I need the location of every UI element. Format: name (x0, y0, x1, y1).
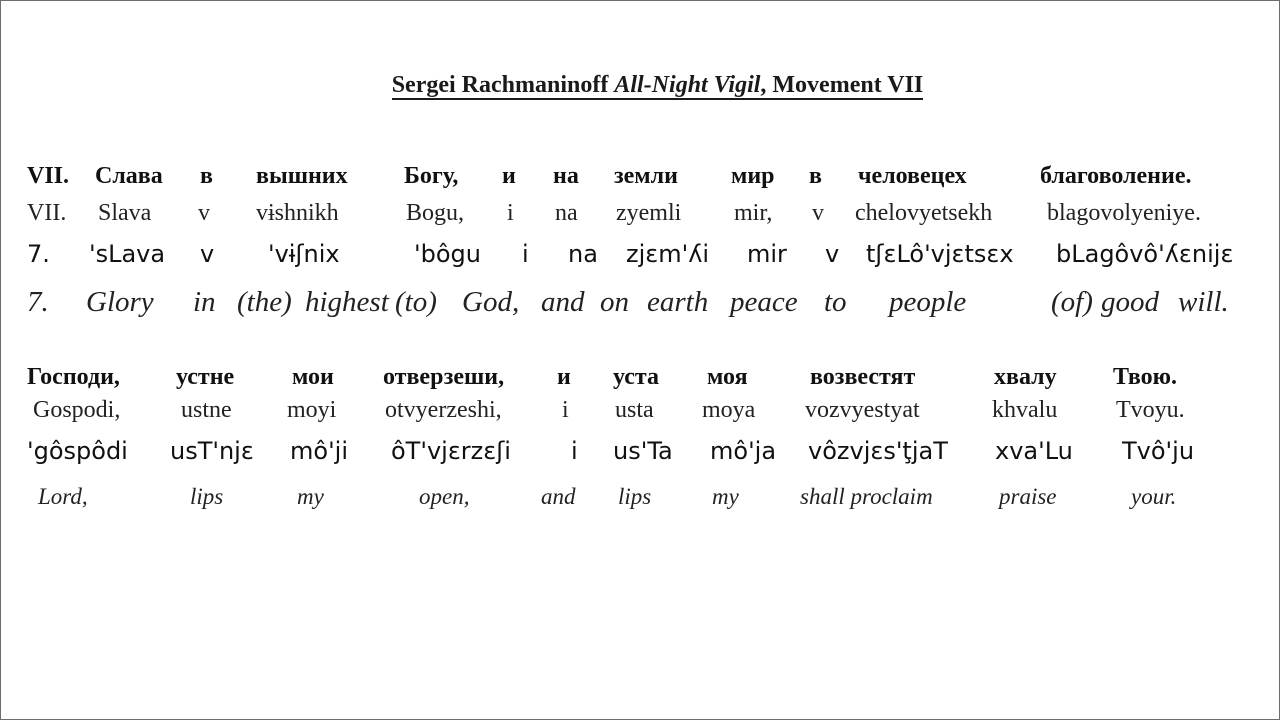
stanza2-cyrillic-word: моя (707, 364, 748, 390)
stanza1-ipa-word: 'bôgu (414, 240, 481, 268)
stanza1-english-word: to (824, 286, 847, 318)
stanza1-cyrillic-word: вышних (256, 163, 348, 189)
title-movement: , Movement VII (760, 72, 924, 98)
stanza2-cyrillic-word: уста (613, 364, 659, 390)
stanza2-english-word: Lord, (38, 484, 88, 509)
stanza1-latin-word: chelovyetsekh (855, 200, 993, 226)
stanza2-ipa-word: 'gôspôdi (27, 437, 128, 465)
stanza1-ipa-word: 'sLava (89, 240, 166, 268)
stanza2-latin-word: otvyerzeshi, (385, 397, 502, 423)
stanza1-latin-word: zyemli (616, 200, 682, 226)
stanza1-english-word: (of) (1051, 286, 1093, 318)
stanza1-ipa-word: 'vɨʃnix (268, 240, 340, 268)
title-text (392, 72, 924, 100)
stanza2-latin-word: moya (702, 397, 756, 423)
title-composer: Sergei Rachmaninoff (391, 72, 615, 98)
stanza2-ipa-word: mô'ji (290, 437, 348, 465)
stanza1-cyrillic-word: Слава (95, 163, 163, 189)
stanza1-english-word: Glory (86, 286, 154, 318)
stanza1-latin-word: v (198, 200, 210, 226)
stanza1-ipa-word: mir (747, 240, 787, 268)
stanza1-ipa-word: tʃɛLô'vjɛtsɛx (866, 240, 1014, 268)
stanza1-cyrillic-word: благоволение. (1040, 163, 1192, 189)
stanza2-cyrillic-word: Господи, (27, 364, 120, 390)
stanza2-cyrillic-word: отверзеши, (383, 364, 505, 390)
stanza2-latin-word: Gospodi, (33, 397, 121, 423)
stanza1-english-word: 7. (27, 286, 49, 318)
stanza2-english-word: my (297, 484, 324, 509)
stanza2-latin-word: ustne (181, 397, 232, 423)
stanza1-cyrillic-word: в (200, 163, 213, 189)
stanza2-ipa-word: usT'njɛ (170, 437, 254, 465)
stanza1-english-word: good (1101, 286, 1159, 318)
stanza1-english-word: and (541, 286, 585, 318)
stanza2-english-word: open, (419, 484, 470, 509)
stanza2-ipa-word: us'Ta (613, 437, 673, 465)
stanza1-cyrillic-word: в (809, 163, 822, 189)
stanza2-english-word: my (712, 484, 739, 509)
stanza2-english-word: lips (618, 484, 652, 509)
stanza2-english-word: praise (999, 484, 1057, 509)
stanza1-cyrillic-word: на (553, 163, 579, 189)
title-work: All-Night Vigil (614, 72, 761, 98)
stanza1-ipa-word: na (568, 240, 598, 268)
stanza1-english-word: (to) (395, 286, 437, 318)
stanza2-latin-word: Tvoyu. (1116, 397, 1185, 423)
stanza2-cyrillic-word: хвалу (994, 364, 1057, 390)
stanza2-ipa-word: Tvô'ju (1122, 437, 1195, 465)
stanza1-latin-word: i (507, 200, 514, 226)
document-title (0, 72, 1280, 99)
stanza1-latin-word: Bogu, (406, 200, 465, 226)
stanza1-cyrillic-word: VII. (27, 163, 70, 189)
stanza1-cyrillic-word: человецех (858, 163, 967, 189)
stanza1-ipa-word: bLagôvô'ʎɛnijɛ (1056, 240, 1234, 268)
stanza2-latin-word: vozvyestyat (805, 397, 920, 423)
stanza2-ipa-word: mô'ja (710, 437, 777, 465)
stanza1-ipa-word: zjɛm'ʎi (626, 240, 710, 268)
stanza2-ipa-word: i (571, 437, 578, 465)
stanza2-cyrillic-word: возвестят (810, 364, 916, 390)
stanza1-english-word: highest (305, 286, 389, 318)
stanza1-cyrillic-word: земли (614, 163, 678, 189)
stanza1-ipa-word: 7. (27, 240, 50, 268)
stanza1-cyrillic-word: Богу, (404, 163, 459, 189)
stanza1-english-word: (the) (237, 286, 292, 318)
stanza1-ipa-word: v (825, 240, 840, 268)
stanza1-english-word: people (889, 286, 967, 318)
stanza1-cyrillic-word: и (502, 163, 516, 189)
stanza1-english-word: peace (730, 286, 798, 318)
stanza1-latin-word: blagovolyeniye. (1047, 200, 1201, 226)
stanza2-english-word: and (541, 484, 576, 509)
stanza2-ipa-word: xva'Lu (995, 437, 1073, 465)
stanza2-latin-word: khvalu (992, 397, 1058, 423)
stanza2-latin-word: i (562, 397, 569, 423)
stanza1-latin-word: VII. (27, 200, 67, 226)
stanza1-english-word: earth (647, 286, 709, 318)
stanza1-english-word: God, (462, 286, 520, 318)
stanza1-english-word: in (193, 286, 216, 318)
stanza1-english-word: on (600, 286, 629, 318)
stanza2-latin-word: usta (615, 397, 654, 423)
stanza2-ipa-word: ôT'vjɛrzɛʃi (391, 437, 511, 465)
stanza1-ipa-word: i (522, 240, 529, 268)
stanza2-english-word: your. (1131, 484, 1177, 509)
stanza2-cyrillic-word: и (557, 364, 571, 390)
stanza1-english-word: will. (1178, 286, 1229, 318)
stanza1-latin-word: Slava (98, 200, 152, 226)
stanza1-latin-word: vɨshnikh (256, 200, 339, 226)
stanza2-cyrillic-word: Твою. (1113, 364, 1177, 390)
stanza1-latin-word: mir, (734, 200, 773, 226)
stanza2-english-word: lips (190, 484, 224, 509)
stanza2-ipa-word: vôzvjɛs'ţjaT (808, 437, 948, 465)
stanza2-cyrillic-word: устне (176, 364, 235, 390)
stanza1-cyrillic-word: мир (731, 163, 775, 189)
stanza1-ipa-word: v (200, 240, 215, 268)
stanza1-latin-word: v (812, 200, 824, 226)
stanza2-english-word: shall proclaim (800, 484, 933, 509)
stanza2-latin-word: moyi (287, 397, 337, 423)
stanza1-latin-word: na (555, 200, 578, 226)
stanza2-cyrillic-word: мои (292, 364, 334, 390)
